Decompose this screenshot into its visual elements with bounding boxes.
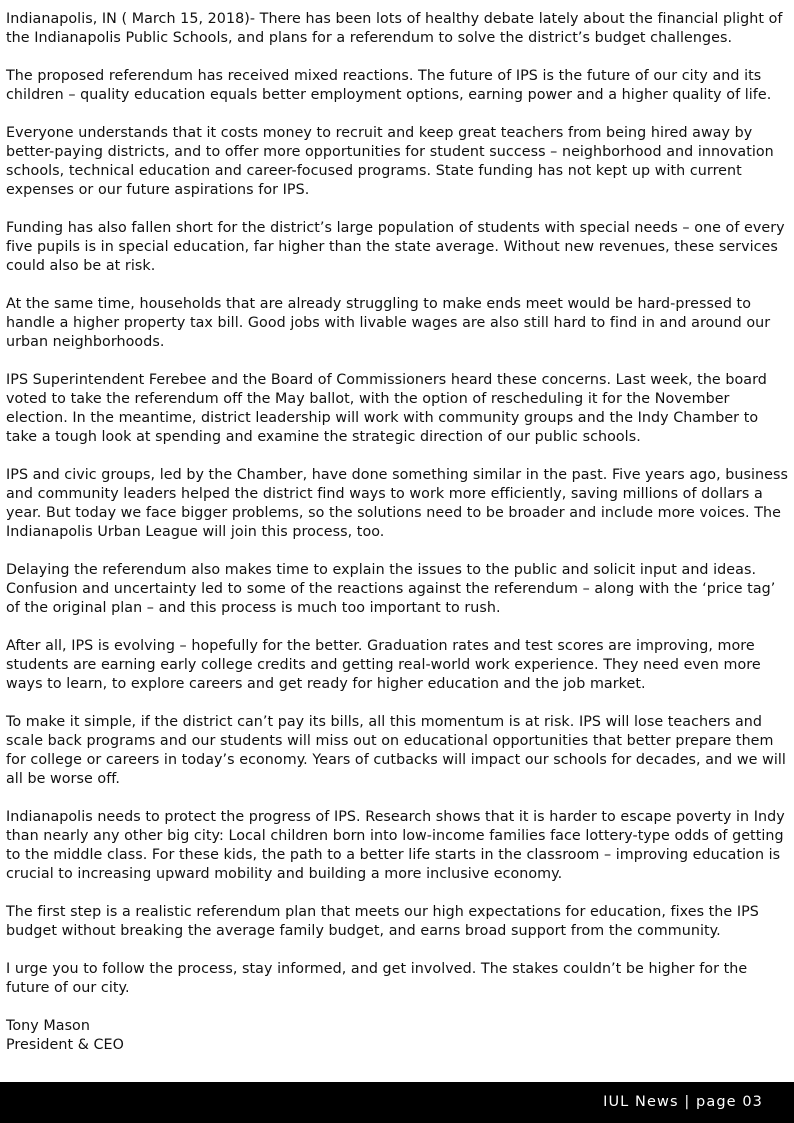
paragraph: Indianapolis needs to protect the progress of IPS. Research shows that it is harder to escape poverty in Indy than nearly any other big city: Local children born into low-income families face lottery-type odds of getting to the middle class. For these kids, the path to a better life starts in the classroom – improving education is crucial to increasing upward mobility and building a more inclusive economy. — [6, 809, 785, 882]
paragraph: Funding has also fallen short for the district’s large population of students with special needs – one of every five pupils is in special education, far higher than the state average. Without new revenues, these services could also be at risk. — [6, 220, 785, 274]
paragraph: The first step is a realistic referendum plan that meets our high expectations for education, fixes the IPS budget without breaking the average family budget, and earns broad support from the community. — [6, 904, 759, 939]
paragraph: IPS and civic groups, led by the Chamber, have done something similar in the past. Five years ago, business and community leaders helped the district find ways to work more efficiently, saving millions of dollars a year. But today we face bigger problems, so the solutions need to be broader and include more voices. The Indianapolis Urban League will join this process, too. — [6, 467, 788, 540]
signature-title: President & CEO — [6, 1037, 124, 1053]
article-body — [6, 10, 788, 1055]
paragraph: IPS Superintendent Ferebee and the Board of Commissioners heard these concerns. Last week, the board voted to take the referendum off the May ballot, with the option of rescheduling it for the November election. In the meantime, district leadership will work with community groups and the Indy Chamber to take a tough look at spending and examine the strategic direction of our public schools. — [6, 372, 767, 445]
signature-block — [6, 1017, 788, 1055]
paragraph: To make it simple, if the district can’t pay its bills, all this momentum is at risk. IPS will lose teachers and scale back programs and our students will miss out on educational opportunities that better prepare them for college or careers in today’s economy. Years of cutbacks will impact our schools for decades, and we will all be worse off. — [6, 714, 786, 787]
paragraph-dateline: Indianapolis, IN ( March 15, 2018)- There has been lots of healthy debate lately about the financial plight of the Indianapolis Public Schools, and plans for a referendum to solve the district’s budget challenges. — [6, 11, 783, 46]
paragraph-closing: I urge you to follow the process, stay informed, and get involved. The stakes couldn’t be higher for the future of our city. — [6, 961, 748, 996]
paragraph: The proposed referendum has received mixed reactions. The future of IPS is the future of our city and its children – quality education equals better employment options, earning power and a higher quality of life. — [6, 68, 772, 103]
paragraph: Everyone understands that it costs money to recruit and keep great teachers from being hired away by better-paying districts, and to offer more opportunities for student success – neighborhood and innovation schools, technical education and career-focused programs. State funding has not kept up with current expenses or our future aspirations for IPS. — [6, 125, 774, 198]
page-footer — [0, 1082, 794, 1123]
paragraph: Delaying the referendum also makes time to explain the issues to the public and solicit input and ideas. Confusion and uncertainty led to some of the reactions against the referendum – along with the ‘price tag’ of the original plan – and this process is much too important to rush. — [6, 562, 776, 616]
paragraph: At the same time, households that are already struggling to make ends meet would be hard-pressed to handle a higher property tax bill. Good jobs with livable wages are also still hard to find in and around our urban neighborhoods. — [6, 296, 771, 350]
signature-name: Tony Mason — [6, 1018, 90, 1034]
footer-page-label: IUL News | page 03 — [603, 1094, 763, 1110]
paragraph: After all, IPS is evolving – hopefully for the better. Graduation rates and test scores are improving, more students are earning early college credits and getting real-world work experience. They need even more ways to learn, to explore careers and get ready for higher education and the job market. — [6, 638, 761, 692]
